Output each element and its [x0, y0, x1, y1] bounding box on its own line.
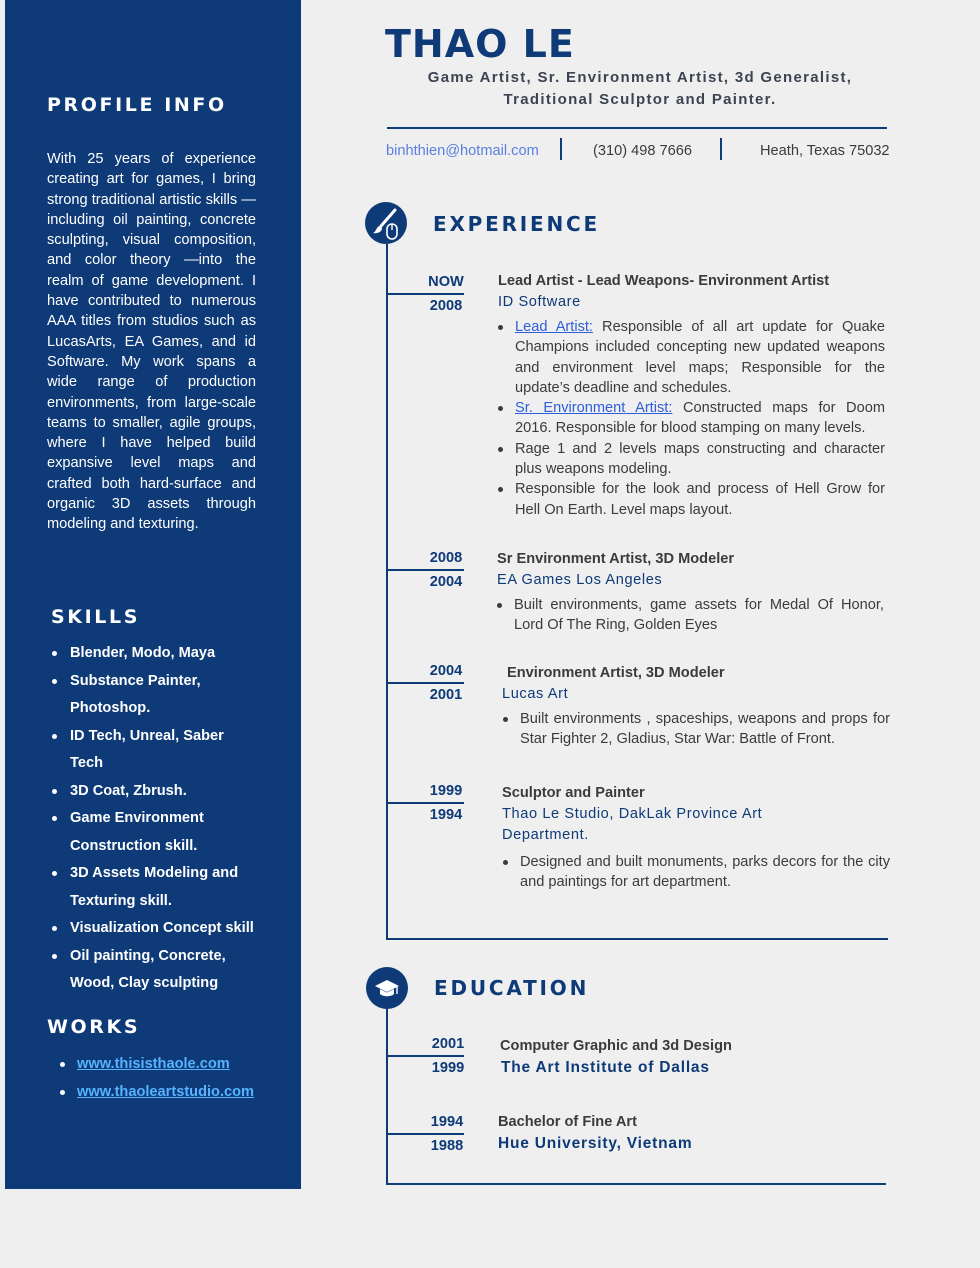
date-divider	[388, 1055, 464, 1057]
skill-item: ID Tech, Unreal, Saber Tech	[52, 723, 240, 778]
job-bullet: Designed and built monuments, parks decors for the city and paintings for art department.	[502, 852, 890, 893]
edu-school: Hue University, Vietnam	[498, 1135, 693, 1152]
job-date-start: 2001	[429, 687, 463, 703]
job-bullet: Responsible for the look and process of Hell Grow for Hell On Earth. Level maps layout.	[497, 479, 885, 520]
job-bullets	[502, 709, 890, 750]
works-list	[60, 1050, 254, 1106]
resume-subtitle: Game Artist, Sr. Environment Artist, 3d Generalist, Traditional Sculptor and Painter.	[427, 69, 853, 108]
job-company: ID Software	[498, 294, 581, 310]
job-company: EA Games Los Angeles	[497, 572, 663, 588]
contact-location: Heath, Texas 75032	[760, 143, 890, 159]
job-date-end: 1999	[429, 783, 463, 799]
bullet-text: Responsible of all art update for Quake Champions included concepting new updated weapons and environment level maps; Responsible for the update’s deadline and schedules.	[515, 319, 886, 396]
skill-item: Blender, Modo, Maya	[52, 640, 292, 668]
brush-mouse-icon	[365, 202, 407, 244]
job-bullet	[497, 398, 885, 439]
job-role: Lead Artist - Lead Weapons- Environment Artist	[498, 273, 830, 289]
date-divider	[388, 293, 464, 295]
profile-heading: PROFILE INFO	[47, 94, 227, 116]
job-bullet: Rage 1 and 2 levels maps constructing and character plus weapons modeling.	[497, 439, 885, 480]
sidebar	[5, 0, 301, 1189]
experience-timeline	[386, 244, 388, 940]
contact-email[interactable]: binhthien@hotmail.com	[386, 143, 539, 159]
contact-phone: (310) 498 7666	[593, 143, 692, 159]
edu-degree: Computer Graphic and 3d Design	[500, 1038, 732, 1054]
edu-date-end: 1994	[430, 1114, 464, 1130]
job-bullet: Built environments , spaceships, weapons and props for Star Fighter 2, Gladius, Star War: Battle of Front.	[502, 709, 890, 750]
job-date-start: 2008	[429, 298, 463, 314]
job-bullets	[496, 595, 884, 636]
education-title: EDUCATION	[434, 976, 590, 1000]
skill-item: 3D Coat, Zbrush.	[52, 778, 292, 806]
job-bullets	[502, 852, 890, 893]
edu-date-start: 1999	[431, 1060, 465, 1076]
brush-mouse-icon-svg	[365, 202, 407, 244]
works-item	[60, 1050, 254, 1078]
edu-degree: Bachelor of Fine Art	[498, 1114, 637, 1130]
resume-name: THAO LE	[385, 22, 575, 66]
job-company: Lucas Art	[502, 686, 569, 702]
education-timeline	[386, 1009, 388, 1185]
job-role: Sculptor and Painter	[502, 785, 645, 801]
job-date-start: 2004	[429, 574, 463, 590]
graduation-cap-icon	[366, 967, 408, 1009]
date-divider	[388, 1133, 464, 1135]
job-company: Thao Le Studio, DakLak Province Art Department.	[502, 806, 763, 843]
skill-item: Oil painting, Concrete, Wood, Clay sculpting	[52, 943, 260, 998]
works-link-thisisthaole[interactable]: www.thisisthaole.com	[77, 1056, 230, 1072]
profile-text: With 25 years of experience creating art for games, I bring strong traditional artistic skills —including oil painting, concrete sculpting, visual composition, and color theory —into the realm of game development. I have contributed to numerous AAA titles from studios such as LucasArts, EA Games, and id Software. My work spans a wide range of production environments, from large-scale teams to smaller, agile groups, where I have helped build expansive level maps and crafted both hard-surface and organic 3D assets through modeling and texturing.	[47, 151, 256, 533]
job-bullet: Built environments, game assets for Medal Of Honor, Lord Of The Ring, Golden Eyes	[496, 595, 884, 636]
skills-list	[52, 640, 292, 998]
bullet-text: Constructed maps for Doom 2016. Responsible for blood stamping on many levels.	[515, 400, 885, 437]
edu-date-end: 2001	[431, 1036, 465, 1052]
experience-bottom-line	[386, 938, 888, 940]
edu-school: The Art Institute of Dallas	[501, 1059, 710, 1076]
contact-separator	[720, 138, 722, 160]
graduation-cap-icon-svg	[366, 967, 408, 1009]
date-divider	[388, 569, 464, 571]
works-item	[60, 1078, 254, 1106]
skill-item: Game Environment Construction skill.	[52, 805, 230, 860]
bullet-link-label[interactable]: Lead Artist:	[515, 319, 593, 335]
job-role: Sr Environment Artist, 3D Modeler	[497, 551, 735, 567]
job-date-end: 2008	[429, 550, 463, 566]
date-divider	[388, 802, 464, 804]
job-date-start: 1994	[429, 807, 463, 823]
works-link-thaoleartstudio[interactable]: www.thaoleartstudio.com	[77, 1084, 255, 1100]
job-role: Environment Artist, 3D Modeler	[507, 665, 725, 681]
job-date-end: 2004	[429, 663, 463, 679]
edu-date-start: 1988	[430, 1138, 464, 1154]
skill-item: Visualization Concept skill	[52, 915, 292, 943]
skills-heading: SKILLS	[51, 606, 140, 628]
education-bottom-line	[386, 1183, 886, 1185]
works-heading: WORKS	[47, 1016, 141, 1038]
bullet-link-label[interactable]: Sr. Environment Artist:	[515, 400, 673, 417]
date-divider	[388, 682, 464, 684]
skill-item: Substance Painter, Photoshop.	[52, 668, 210, 723]
job-date-end: NOW	[428, 274, 464, 290]
skill-item: 3D Assets Modeling and Texturing skill.	[52, 860, 270, 915]
experience-title: EXPERIENCE	[433, 212, 600, 236]
contact-separator	[560, 138, 562, 160]
job-bullet	[497, 317, 885, 398]
job-bullets	[497, 317, 885, 520]
header-divider	[387, 127, 887, 129]
